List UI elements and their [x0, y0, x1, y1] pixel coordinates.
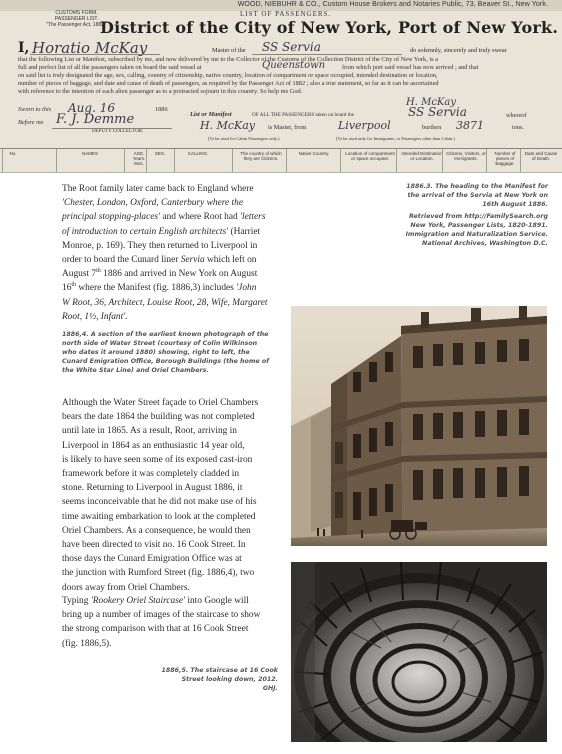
manifest-column-header: AGE. Years. Mos.	[132, 151, 146, 166]
manifest-is-master-from: is Master, from	[268, 124, 307, 131]
manifest-column-divider	[174, 149, 175, 173]
quote: of introduction to certain English architects'	[62, 226, 229, 237]
paragraph-oriel-chambers	[62, 396, 284, 595]
text-line	[62, 267, 284, 281]
text-span: 1886 and arrived in New York on August	[100, 269, 258, 280]
manifest-line-5: number of pieces of baggage, and date and cause of death of passengers, as required by the Passenger Act of 1882 ; also a true statement, so far as it can be ascertained	[18, 80, 439, 87]
text-span: which left on	[204, 255, 257, 266]
caption-line: north side of Water Street (courtesy of Colin Wilkinson	[62, 340, 258, 347]
manifest-column-divider	[396, 149, 397, 173]
quote: Root, 1½, Infant'.	[62, 311, 128, 322]
caption-manifest	[330, 182, 548, 248]
quote: 'letters	[240, 212, 266, 223]
manifest-tons: tons.	[512, 124, 525, 131]
paragraph-root-family	[62, 182, 284, 324]
manifest-list-of-passengers: LIST OF PASSENGERS.	[240, 10, 332, 18]
caption-line: the White Star Line) and Oriel Chambers.	[62, 367, 209, 374]
manifest-column-divider	[486, 149, 487, 173]
manifest-deputy-collector: DEPUTY COLLECTOR.	[92, 129, 144, 134]
manifest-ship-name-2: SS Servia	[408, 105, 467, 119]
text-line: Monroe, p. 169). They then returned to Liverpool in	[62, 240, 258, 251]
text-span: Typing	[62, 596, 91, 606]
manifest-column-header: The country of which they are Citizens.	[240, 151, 282, 161]
text-line: Liverpool in 1864 as an enthusiastic 14 year old,	[62, 440, 245, 451]
manifest-column-header: Date and Cause of Death.	[524, 151, 558, 161]
caption-line: Cunard Emigration Office, Borough Buildings (the home of	[62, 358, 269, 365]
manifest-from-port: Liverpool	[338, 119, 391, 132]
manifest-tons-value: 3871	[456, 119, 484, 132]
text-line: Oriel Chambers. As a consequence, he would then	[62, 525, 251, 536]
text-line	[62, 196, 284, 210]
manifest-column-divider	[146, 149, 147, 173]
caption-line: Street looking down, 2012.	[181, 676, 278, 683]
manifest-line-3-end: from which port said vessel has now arrived ; and that	[342, 64, 479, 71]
water-street-photo	[291, 306, 547, 546]
text-line: (fig. 1886,5).	[62, 638, 112, 649]
text-line: bring up a number of images of the staircase to show	[62, 610, 261, 621]
water-street-photo-image	[291, 306, 547, 546]
text-line	[62, 594, 284, 608]
manifest-h-mckay: H. McKay	[200, 119, 255, 132]
caption-line: 1886,4. A section of the earliest known photograph of the	[62, 331, 269, 338]
caption-manifest-line: New York, Passenger Lists, 1820-1891.	[410, 222, 548, 229]
manifest-column-headers	[0, 148, 562, 173]
manifest-ship-name: SS Servia	[262, 40, 321, 54]
manifest-column-divider	[286, 149, 287, 173]
manifest-master-signature: H. McKay	[406, 97, 456, 108]
quote: 'Rookery Oriel Staircase'	[90, 596, 186, 606]
manifest-line1-end: do solemnly, sincerely and truly swear	[410, 47, 507, 54]
manifest-burthen: burthen	[422, 124, 442, 131]
manifest-column-divider	[2, 149, 3, 173]
manifest-cabin-note: (To be used for Cabin Passengers only.)	[208, 136, 280, 141]
text-line: the strong comparison with that at 16 Cook Street	[62, 624, 249, 635]
caption-manifest-line: the arrival of the Servia at New York on	[407, 192, 548, 199]
caption-water-street-photo	[62, 330, 284, 375]
manifest-column-header: Number of pieces of Baggage.	[494, 151, 516, 166]
manifest-deputy-signature: F. J. Demme	[56, 112, 135, 127]
passenger-manifest-scan	[0, 0, 562, 173]
caption-line: 1886,5. The staircase at 16 Cook	[161, 667, 278, 674]
caption-manifest-line: National Archives, Washington D.C.	[422, 240, 548, 247]
quote: 'Chester, London, Oxford, Canterbury where the	[62, 198, 243, 209]
quote: 'John	[236, 283, 257, 294]
manifest-column-header: SEX.	[154, 151, 166, 156]
manifest-of-all-passengers: OF ALL THE PASSENGERS taken on board the	[252, 112, 354, 118]
text-line: stone. Returning to Liverpool in August 1886, it	[62, 483, 243, 494]
text-line	[62, 296, 284, 310]
manifest-column-divider	[442, 149, 443, 173]
manifest-district-heading: District of the City of New York, Port of New York.	[100, 18, 559, 37]
staircase-photo	[291, 562, 547, 742]
manifest-column-header: Intended Destination or Location.	[401, 151, 443, 161]
manifest-column-header: No.	[9, 151, 17, 156]
ship-name: Servia	[180, 255, 205, 266]
manifest-column-divider	[520, 149, 521, 173]
manifest-i: I,	[18, 40, 30, 56]
manifest-before-me: Before me	[18, 119, 44, 126]
text-line	[62, 253, 284, 267]
manifest-column-divider	[56, 149, 57, 173]
text-span: (Harriet	[228, 226, 261, 237]
text-span: 16	[62, 283, 72, 294]
manifest-list-or-manifest: List or Manifest	[190, 111, 232, 118]
quote: W Root, 36, Architect, Louise Root, 28, Wife, Margaret	[62, 297, 268, 308]
manifest-steerage-note: (To be used only for Immigrants, or Passengers other than Cabin.)	[336, 136, 455, 141]
manifest-column-divider	[124, 149, 125, 173]
superscript: th	[71, 282, 77, 289]
manifest-master-of-the: Master of the	[212, 47, 246, 54]
manifest-sworn-year: 1886	[155, 106, 168, 113]
caption-manifest-line: 16th August 1886.	[482, 201, 548, 208]
manifest-line-4: on said list is truly designated the age, sex, calling, country of citizenship, native country, location of compartment or space occupied, intended destination or location,	[18, 72, 438, 79]
manifest-column-header: Citizens, Visitors, or Immigrants.	[446, 151, 486, 161]
text-line: framework before it was completely cladded in	[62, 469, 240, 480]
text-line: those days the Cunard Emigration Office was at	[62, 554, 242, 565]
manifest-whereof: whereof	[506, 112, 527, 119]
caption-manifest-line: Immigration and Naturalization Service.	[405, 231, 548, 238]
manifest-line-3: full and perfect list of all the passengers taken on board the said vessel at	[18, 64, 202, 71]
manifest-column-header: CALLING.	[187, 151, 209, 156]
text-line: time awaiting embarkation to look at the completed	[62, 511, 256, 522]
text-line: doors away from Oriel Chambers.	[62, 582, 190, 593]
manifest-column-header: Location of compartment or space occupied.	[345, 151, 395, 161]
manifest-line-6: with reference to the intention of each alien passenger as to a protracted sojourn in this country. So help me God.	[18, 88, 303, 95]
caption-line: who dates it around 1880) showing, right to left, the	[62, 349, 250, 356]
text-line: is likely to have seen some of its exposed cast-iron	[62, 454, 253, 465]
manifest-line-2: that the following List or Manifest, subscribed by me, and now delivered by me to the Collector of the Customs of the Collection District of the City of New York, is a	[18, 56, 438, 63]
paragraph-rookery-staircase	[62, 594, 284, 651]
text-line	[62, 210, 284, 224]
caption-manifest-line: Retrieved from http://FamilySearch.org	[409, 213, 548, 220]
text-line	[62, 281, 284, 295]
caption-line: GHJ.	[262, 685, 278, 692]
text-span: into Google will	[185, 596, 249, 606]
caption-manifest-line: 1886.3. The heading to the Manifest for	[406, 183, 548, 190]
manifest-master-name: Horatio McKay	[32, 39, 148, 57]
manifest-port: Queenstown	[262, 60, 326, 71]
text-line: seems inconceivable that he did not make use of his	[62, 497, 257, 508]
manifest-column-header: NAMES	[81, 151, 98, 156]
manifest-column-divider	[340, 149, 341, 173]
quote: principal stopping-places'	[62, 212, 161, 223]
text-line: bears the date 1864 the building was not completed	[62, 412, 255, 423]
staircase-photo-image	[291, 562, 547, 742]
text-line: the junction with Rumford Street (fig. 1886,4), two	[62, 568, 255, 579]
manifest-sworn-date: Aug. 16	[68, 101, 115, 115]
manifest-sworn-to: Sworn to this	[18, 106, 52, 113]
text-line	[62, 310, 284, 324]
text-span: and where Root had	[160, 212, 241, 223]
text-line	[62, 225, 284, 239]
text-span: where the Manifest (fig. 1886,3) includes	[76, 283, 237, 294]
superscript: th	[96, 268, 101, 275]
text-span: August 7	[62, 269, 97, 280]
manifest-form-tag: CUSTOMS FORM. PASSENGER LIST. "The Passenger Act, 1882."	[46, 10, 108, 28]
text-line: Although the Water Street façade to Oriel Chambers	[62, 398, 259, 408]
text-line: The Root family later came back to England where	[62, 184, 254, 194]
text-span: order to board the Cunard liner	[62, 255, 181, 266]
manifest-column-divider	[232, 149, 233, 173]
manifest-column-header: Native Country.	[298, 151, 330, 156]
manifest-firm-line: WOOD, NIEBUHR & CO., Custom House Brokers and Notaries Public, 73, Beaver St., New York.	[237, 1, 548, 8]
text-line: have been directed to visit no. 16 Cook Street. In	[62, 540, 246, 551]
text-line: until late in 1865. As a result, Root, arriving in	[62, 426, 237, 437]
caption-staircase-photo	[150, 666, 278, 693]
